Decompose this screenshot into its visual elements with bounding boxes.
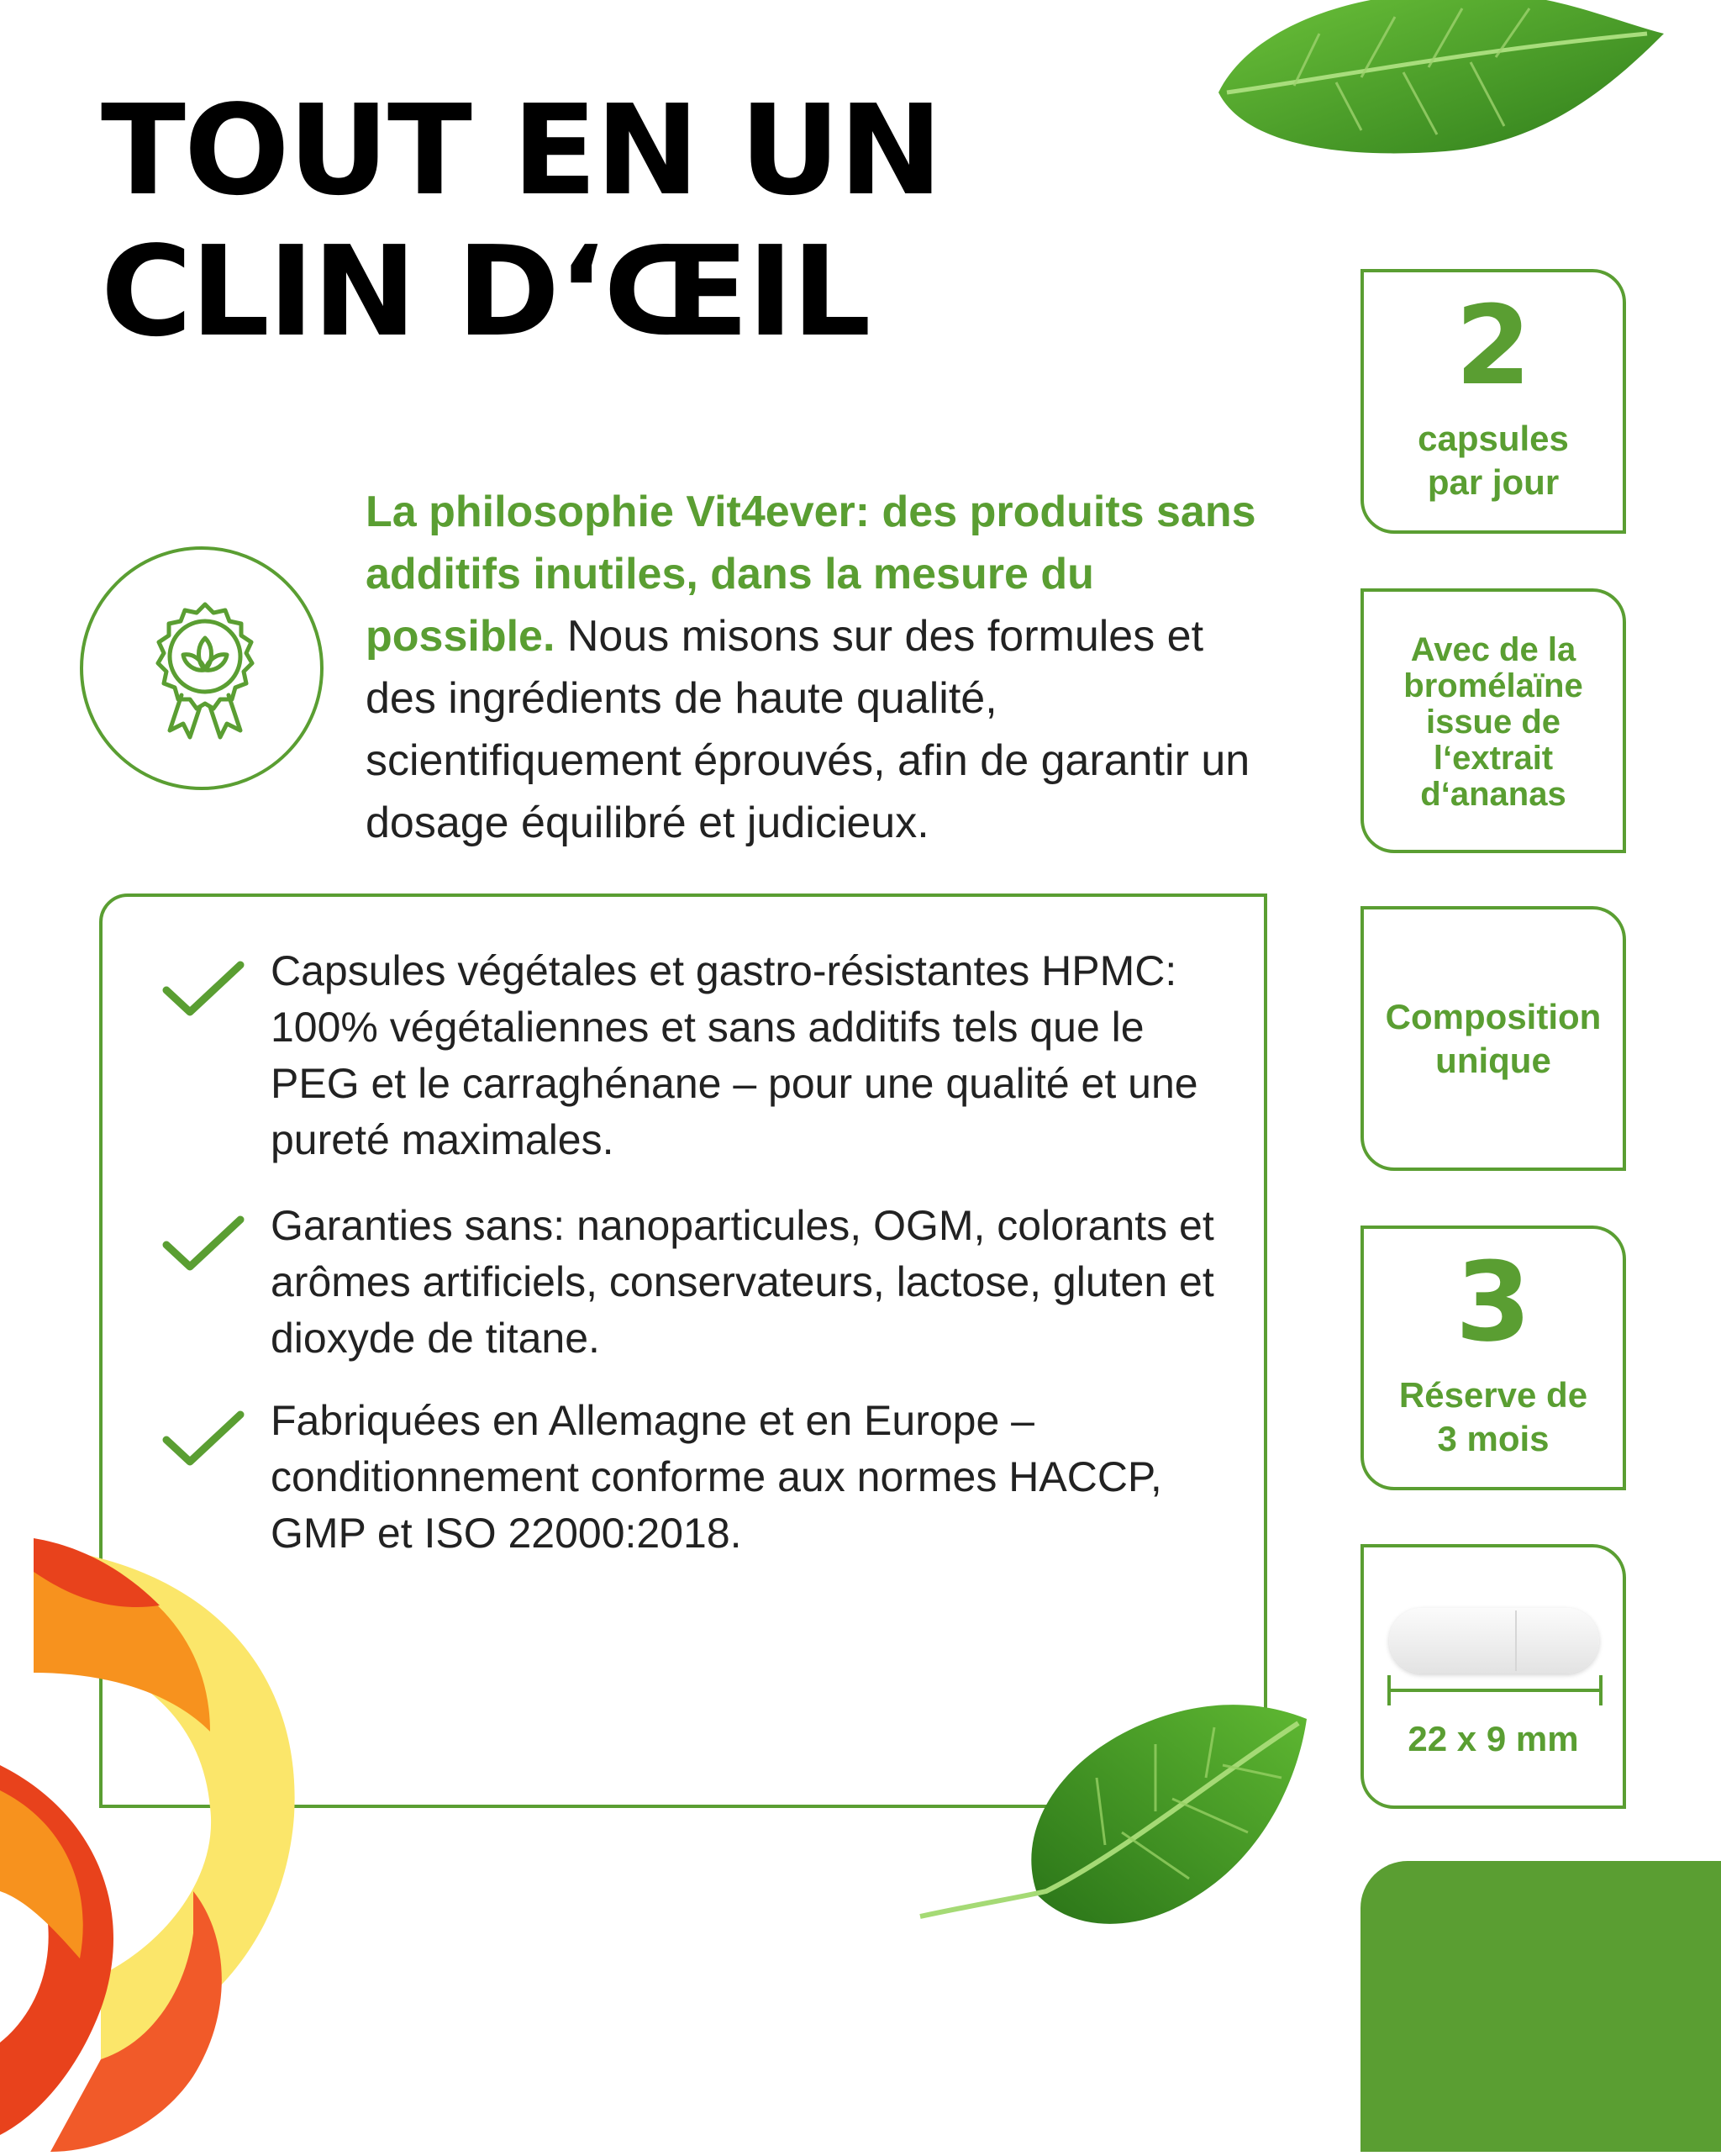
checkmark-icon bbox=[161, 1215, 245, 1273]
capsule-size-label: 22 x 9 mm bbox=[1408, 1719, 1579, 1758]
leaf-icon bbox=[1193, 0, 1664, 172]
feature-text: Fabriquées en Allemagne et en Europe – conditionnement conforme aux normes HACCP, GMP et ISO 22000:2018. bbox=[271, 1397, 1162, 1557]
bromelain-line: issue de bbox=[1425, 704, 1561, 741]
bromelain-card bbox=[1360, 588, 1626, 853]
checkmark-icon bbox=[161, 960, 245, 1019]
brand-swirl-logo bbox=[0, 1538, 303, 2156]
checkmark-icon bbox=[161, 1410, 245, 1468]
reserve-card bbox=[1360, 1226, 1626, 1490]
page-title bbox=[101, 80, 941, 362]
feature-text: Capsules végétales et gastro-résistantes HPMC: 100% végétaliennes et sans additifs tels que le PEG et le carraghénane – pour une qualité et une pureté maximales. bbox=[271, 947, 1198, 1163]
composition-card bbox=[1360, 906, 1626, 1171]
dose-number: 2 bbox=[1455, 282, 1532, 409]
certificate-leaf-icon bbox=[80, 546, 324, 790]
size-card bbox=[1360, 1544, 1626, 1809]
reserve-line-1: Réserve de bbox=[1398, 1375, 1588, 1415]
title-line-1: TOUT EN UN bbox=[101, 78, 941, 223]
leaf-icon bbox=[912, 1685, 1315, 1958]
dose-frequency: par jour bbox=[1427, 462, 1560, 502]
bromelain-line: l‘extrait bbox=[1433, 740, 1554, 777]
dose-unit: capsules bbox=[1418, 419, 1569, 458]
feature-text: Garanties sans: nanoparticules, OGM, colorants et arômes artificiels, conservateurs, lactose, gluten et dioxyde de titane. bbox=[271, 1202, 1214, 1362]
green-corner-block bbox=[1360, 1861, 1721, 2152]
reserve-number: 3 bbox=[1455, 1238, 1532, 1366]
title-line-2: CLIN D‘ŒIL bbox=[101, 219, 870, 364]
bromelain-line: d‘ananas bbox=[1420, 776, 1566, 813]
dose-card bbox=[1360, 269, 1626, 534]
intro-paragraph bbox=[366, 481, 1282, 854]
composition-line-1: Composition bbox=[1385, 997, 1602, 1036]
bromelain-line: Avec de la bbox=[1410, 631, 1576, 668]
intro-highlight: La philosophie Vit4ever: des produits sans additifs inutiles, dans la mesure du possible. bbox=[366, 488, 1256, 661]
capsule-icon bbox=[1389, 1608, 1599, 1674]
dimension-arrow-icon bbox=[1387, 1675, 1603, 1705]
intro-body: Nous misons sur des formules et des ingrédients de haute qualité, scientifiquement éprouvés, afin de garantir un dosage équilibré et judicieux. bbox=[366, 612, 1250, 847]
bromelain-line: bromélaïne bbox=[1403, 667, 1583, 704]
composition-line-2: unique bbox=[1435, 1041, 1551, 1080]
reserve-line-2: 3 mois bbox=[1437, 1419, 1550, 1458]
